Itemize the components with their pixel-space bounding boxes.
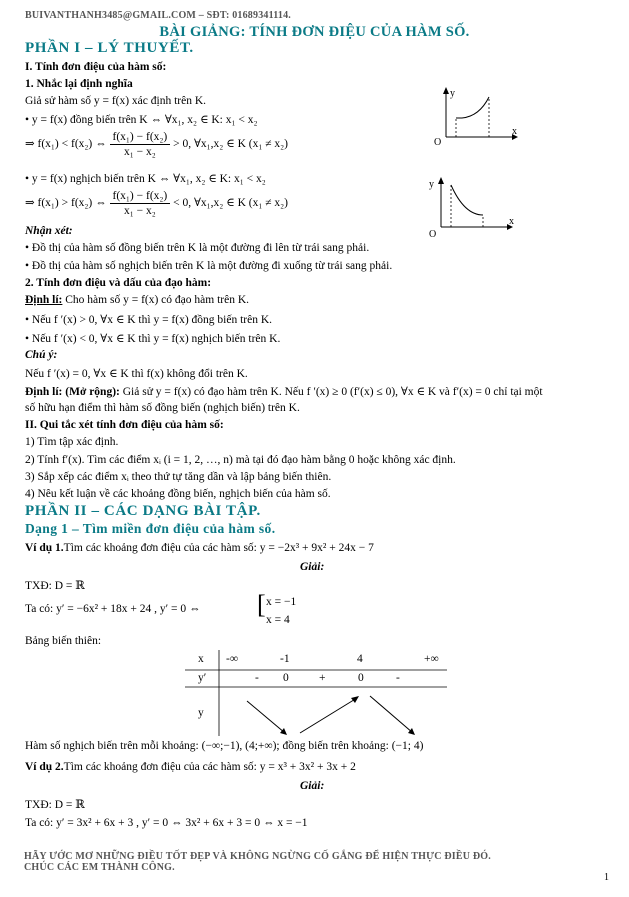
graph1-origin-label: O [434,137,442,147]
def-increasing: • y = f(x) đồng biến trên K ⇔ ∀x₁, x₂ ∈ K: x₁ < x₂ [25,114,258,126]
rule-4: 4) Nêu kết luận về các khoảng đồng biến, nghịch biến của hàm số. [25,488,331,500]
table-x-label: x [198,653,204,665]
table-x-val-0: -∞ [226,653,239,665]
table-sign-1: 0 [283,672,289,684]
variation-table-label: Bảng biến thiên: [25,635,102,647]
theorem-text: Cho hàm số y = f(x) có đạo hàm trên K. [62,294,250,306]
impl2-left: ⇒ f(x₁) > f(x₂) ⇔ [25,197,107,209]
def-increasing-implication [25,128,288,160]
frac-den-1: x₁ − x₂ [123,145,156,158]
lesson-title: BÀI GIẢNG: TÍNH ĐƠN ĐIỆU CỦA HÀM SỐ. [159,24,470,40]
remark-2: • Đồ thị của hàm số nghịch biến trên K là một đường đi xuống từ trái sang phải. [25,260,393,272]
difference-quotient-1 [110,130,171,159]
remark-1: • Đồ thị của hàm số đồng biến trên K là một đường đi lên từ trái sang phải. [25,242,370,254]
solution1-heading: Giải: [300,561,325,573]
table-x-val-1: -1 [280,653,290,665]
graph-increasing [430,85,525,147]
domain-1: TXĐ: D = ℝ [25,580,85,592]
extended-theorem-text: Giả sử y = f(x) có đạo hàm trên K. Nếu f ′(x) ≥ 0 (f′(x) ≤ 0), ∀x ∈ K và f′(x) = 0 chỉ tại một [119,386,543,398]
def-assume: Giả sử hàm số y = f(x) xác định trên K. [25,95,207,107]
example2-derivative: Ta có: y′ = 3x² + 6x + 3 , y′ = 0 ⇔ 3x² + 6x + 3 = 0 ⇔ x = −1 [25,817,308,829]
theorem-case-2: • Nếu f ′(x) < 0, ∀x ∈ K thì y = f(x) nghịch biến trên K. [25,333,281,345]
remark-heading: Nhận xét: [25,225,73,237]
difference-quotient-2 [110,189,171,218]
impl1-right: > 0, ∀x₁,x₂ ∈ K (x₁ ≠ x₂) [173,138,288,150]
graph2-y-label: y [429,179,434,190]
footer-line-2: CHÚC CÁC EM THÀNH CÔNG. [24,862,175,873]
rule-2: 2) Tính f′(x). Tìm các điểm xᵢ (i = 1, 2, …, n) mà tại đó đạo hàm bằng 0 hoặc không xác định. [25,454,456,466]
example1-root-1: x = −1 [266,596,297,608]
table-sign-0: - [255,672,259,684]
type1-heading: Dạng 1 – Tìm miền đơn điệu của hàm số. [25,521,276,536]
example2 [25,761,356,773]
extended-theorem-text-2: số hữu hạn điểm thì hàm số đồng biến (nghịch biến) trên K. [25,402,300,414]
example1-label: Ví dụ 1. [25,542,64,554]
frac-num-1: f(x₁) − f(x₂) [110,130,171,145]
table-sign-4: - [396,672,400,684]
domain-2: TXĐ: D = ℝ [25,799,85,811]
note-1: Nếu f ′(x) = 0, ∀x ∈ K thì f(x) không đổi trên K. [25,368,248,380]
table-x-val-3: +∞ [424,653,439,665]
variation-table [185,650,447,736]
table-sign-2: + [319,672,326,684]
extended-theorem-label: Định lí: (Mở rộng): [25,386,120,398]
graph-decreasing [425,175,525,240]
example2-label: Ví dụ 2. [25,761,64,773]
example1-root-2: x = 4 [266,614,290,626]
rule-3: 3) Sắp xếp các điểm xᵢ theo thứ tự tăng dần và lập bảng biến thiên. [25,471,332,483]
table-yprime-label: y′ [198,672,207,684]
part2-heading: PHẦN II – CÁC DẠNG BÀI TẬP. [25,503,261,519]
part1-heading: PHẦN I – LÝ THUYẾT. [25,40,194,56]
table-sign-3: 0 [358,672,364,684]
frac-den-2: x₁ − x₂ [123,204,156,217]
frac-num-2: f(x₁) − f(x₂) [110,189,171,204]
graph1-x-label: x [512,126,517,137]
theorem-label: Định lí: [25,294,63,306]
theorem [25,294,249,306]
sub1-heading: 1. Nhắc lại định nghĩa [25,78,133,90]
example1-derivative: Ta có: y′ = −6x² + 18x + 24 , y′ = 0 ⇔ [25,603,201,615]
table-x-val-2: 4 [357,653,363,665]
def-decreasing: • y = f(x) nghịch biến trên K ⇔ ∀x₁, x₂ ∈ K: x₁ < x₂ [25,173,266,185]
extended-theorem [25,384,543,398]
example2-text: Tìm các khoảng đơn điệu của các hàm số: y = x³ + 3x² + 3x + 2 [63,761,356,773]
impl2-right: < 0, ∀x₁,x₂ ∈ K (x₁ ≠ x₂) [173,197,288,209]
section1-heading: I. Tính đơn điệu của hàm số: [25,61,167,73]
table-y-label: y [198,707,204,719]
page-number: 1 [604,872,609,883]
variation-table-grid [185,650,447,736]
graph2-origin-label: O [429,229,437,240]
example1 [25,542,374,554]
solution2-heading: Giải: [300,780,325,792]
page-footer [24,851,491,873]
note-heading: Chú ý: [25,349,58,361]
def-decreasing-implication [25,187,288,219]
impl1-left: ⇒ f(x₁) < f(x₂) ⇔ [25,138,107,150]
section2-heading: II. Qui tắc xét tính đơn điệu của hàm số: [25,419,224,431]
rule-1: 1) Tìm tập xác định. [25,436,119,448]
solution-brace: [ [257,590,266,619]
footer-line-1: HÃY ƯỚC MƠ NHỮNG ĐIỀU TỐT ĐẸP VÀ KHÔNG NGỪNG CỐ GẮNG ĐỂ HIỆN THỰC ĐIỀU ĐÓ. [24,851,491,862]
page-header: BUIVANTHANH3485@GMAIL.COM – SĐT: 01689341114. [25,10,292,21]
example1-text: Tìm các khoảng đơn điệu của các hàm số: y = −2x³ + 9x² + 24x − 7 [63,542,374,554]
theorem-case-1: • Nếu f ′(x) > 0, ∀x ∈ K thì y = f(x) đồng biến trên K. [25,314,273,326]
graph2-x-label: x [509,216,514,227]
graph1-y-label: y [450,88,455,99]
sub2-heading: 2. Tính đơn điệu và dấu của đạo hàm: [25,277,212,289]
example1-conclusion: Hàm số nghịch biến trên mỗi khoảng: (−∞;−1), (4;+∞); đồng biến trên khoảng: (−1; 4) [25,740,424,752]
